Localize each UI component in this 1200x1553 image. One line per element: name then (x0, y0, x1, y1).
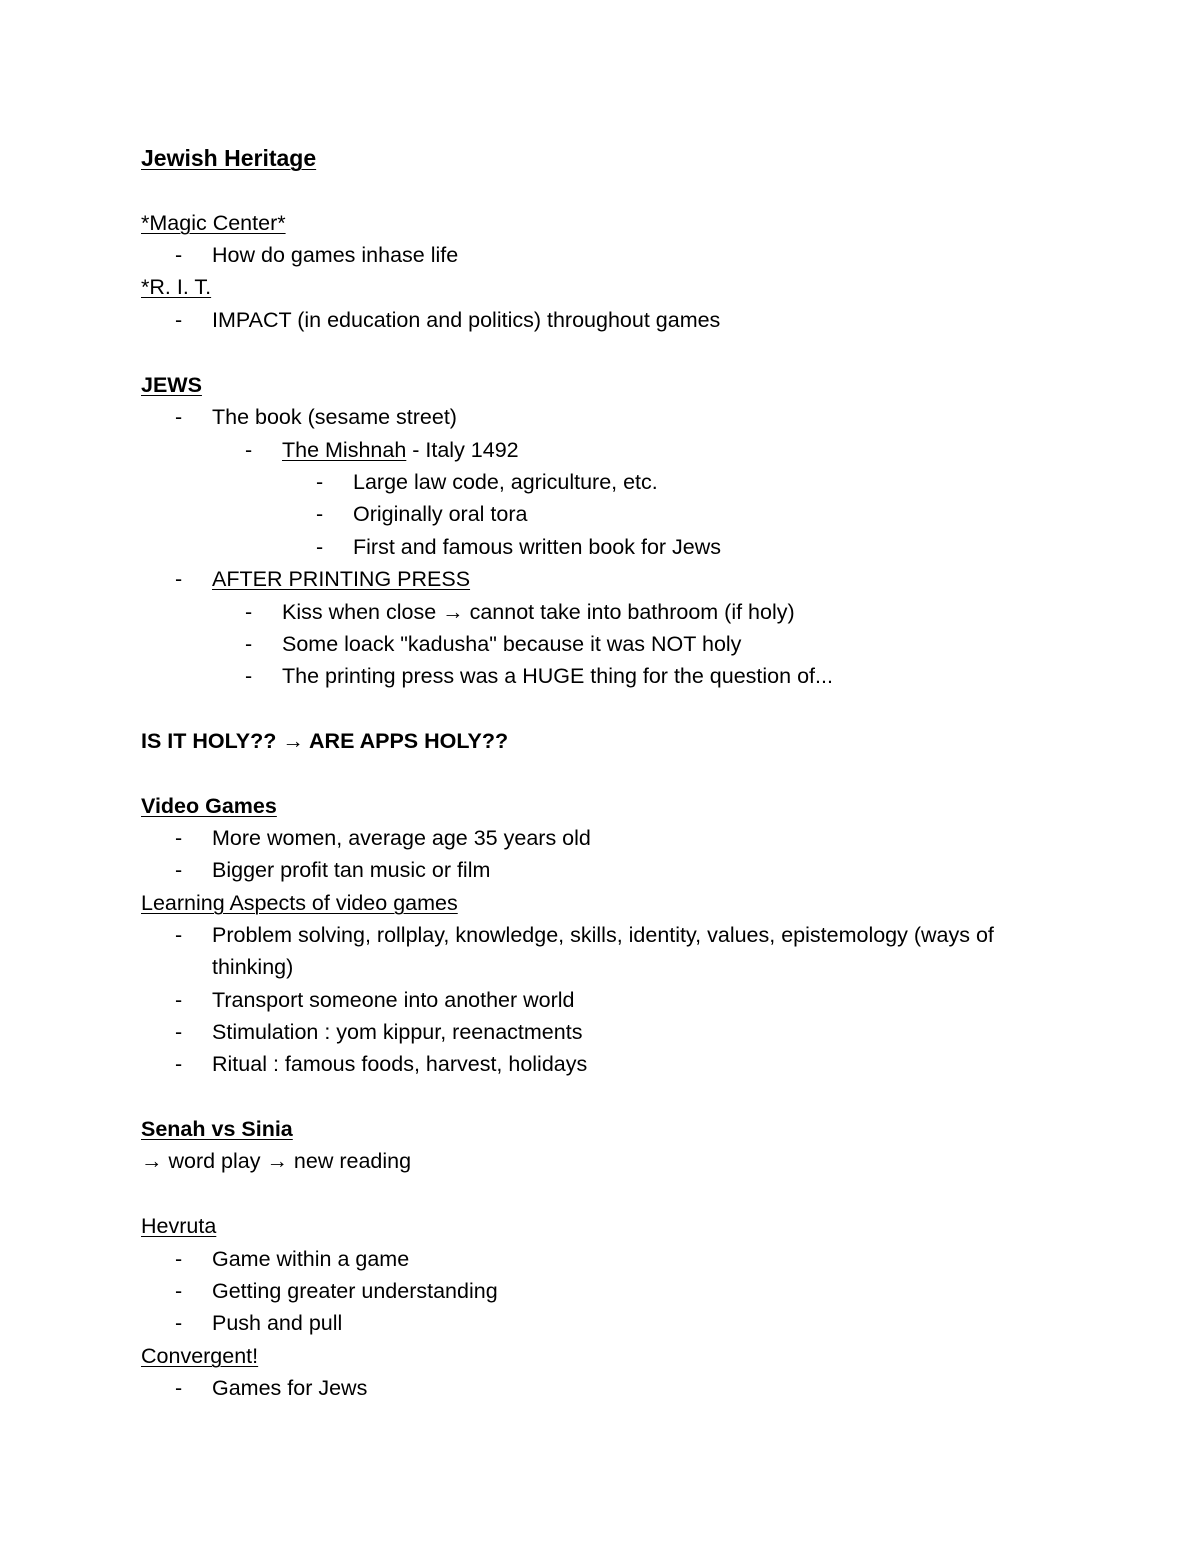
bullet-dash: - (175, 243, 183, 267)
bullet-dash: - (316, 470, 324, 494)
list-item-text: More women, average age 35 years old (212, 826, 591, 850)
bullet-dash: - (245, 600, 253, 624)
list-item-text (282, 434, 519, 466)
holy-question: IS IT HOLY?? → ARE APPS HOLY?? (141, 729, 509, 753)
bullet-dash: - (175, 1247, 183, 1271)
bullet-dash: - (175, 988, 183, 1012)
list-item-text: Large law code, agriculture, etc. (353, 470, 658, 494)
list-item-text: How do games inhase life (212, 243, 459, 267)
bullet-dash: - (245, 438, 253, 462)
list-item-text: Some loack "kadusha" because it was NOT holy (282, 632, 742, 656)
list-item-text: Transport someone into another world (212, 988, 575, 1012)
bullet-dash: - (175, 308, 183, 332)
bullet-dash: - (175, 858, 183, 882)
list-item-text: Originally oral tora (353, 502, 528, 526)
list-item-text: Getting greater understanding (212, 1279, 498, 1303)
rit-heading: *R. I. T. (141, 275, 212, 299)
list-item-text: Stimulation : yom kippur, reenactments (212, 1020, 583, 1044)
list-item-text: Kiss when close → cannot take into bathroom (if holy) (282, 600, 795, 624)
list-item-text: Push and pull (212, 1311, 343, 1335)
hevruta-heading: Hevruta (141, 1214, 217, 1238)
mishnah-detail: - Italy 1492 (406, 438, 519, 462)
list-item-text: Bigger profit tan music or film (212, 858, 491, 882)
magic-center-heading: *Magic Center* (141, 211, 286, 235)
word-play-line: → word play → new reading (141, 1149, 412, 1173)
mishnah-label: The Mishnah (282, 438, 407, 462)
bullet-dash: - (175, 1311, 183, 1335)
printing-press-heading: AFTER PRINTING PRESS (212, 567, 471, 591)
bullet-dash: - (175, 1020, 183, 1044)
bullet-dash: - (175, 567, 183, 591)
bullet-dash: - (245, 664, 253, 688)
bullet-dash: - (175, 826, 183, 850)
list-item-text: The printing press was a HUGE thing for the question of... (282, 664, 833, 688)
bullet-dash: - (175, 1376, 183, 1400)
bullet-dash: - (316, 502, 324, 526)
bullet-dash: - (175, 405, 183, 429)
list-item-text: Games for Jews (212, 1376, 368, 1400)
senah-sinia-heading: Senah vs Sinia (141, 1117, 293, 1141)
bullet-dash: - (175, 1279, 183, 1303)
bullet-dash: - (245, 632, 253, 656)
convergent-heading: Convergent! (141, 1344, 259, 1368)
bullet-dash: - (316, 535, 324, 559)
bullet-dash: - (175, 1052, 183, 1076)
list-item-text: First and famous written book for Jews (353, 535, 722, 559)
bullet-dash: - (175, 923, 183, 947)
jews-heading: JEWS (141, 373, 202, 397)
list-item-text: Problem solving, rollplay, knowledge, skills, identity, values, epistemology (ways of thinking) (212, 923, 994, 979)
list-item-text: The book (sesame street) (212, 405, 457, 429)
list-item-text: Game within a game (212, 1247, 410, 1271)
video-games-heading: Video Games (141, 794, 277, 818)
list-item-text: Ritual : famous foods, harvest, holidays (212, 1052, 588, 1076)
page-title: Jewish Heritage (141, 145, 317, 171)
list-item-text: IMPACT (in education and politics) throughout games (212, 308, 721, 332)
learning-aspects-heading: Learning Aspects of video games (141, 891, 458, 915)
